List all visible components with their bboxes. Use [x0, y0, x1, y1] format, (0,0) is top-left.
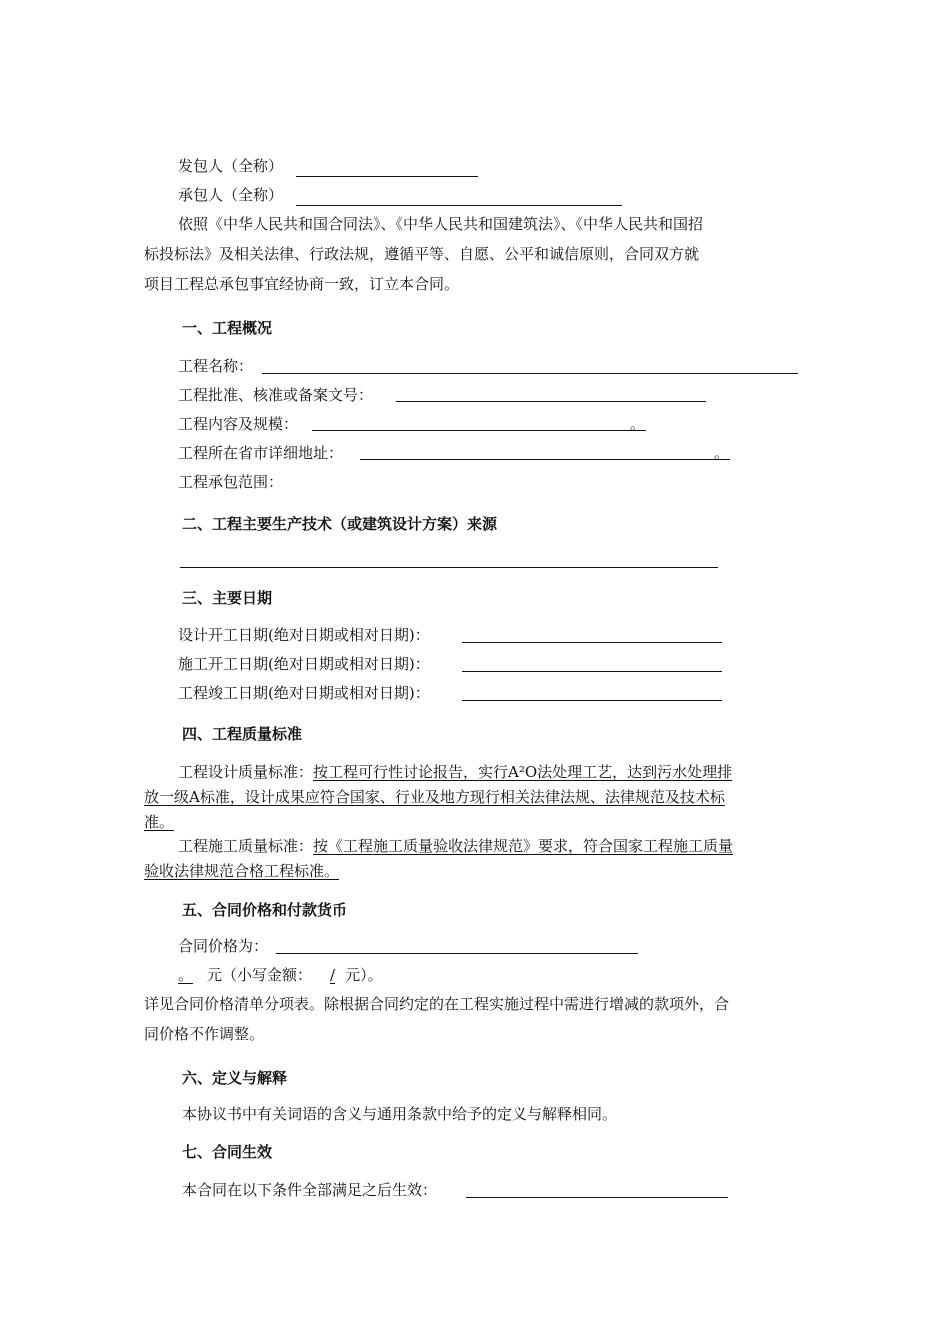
- amount-figure[interactable]: /: [330, 966, 336, 984]
- technology-source-field[interactable]: [180, 567, 718, 568]
- contract-scope-label: 工程承包范围：: [178, 473, 284, 491]
- effective-condition-field[interactable]: [466, 1197, 728, 1198]
- construction-quality-label: 工程施工质量标准：: [178, 837, 314, 855]
- section-3-title: 三、主要日期: [182, 589, 273, 607]
- project-address-end: 。: [714, 444, 730, 462]
- construction-start-field[interactable]: [462, 671, 722, 672]
- design-start-label: 设计开工日期(绝对日期或相对日期)：: [178, 626, 430, 644]
- design-start-field[interactable]: [462, 642, 722, 643]
- intro-line-2: 标投标法》及相关法律、行政法规，遵循平等、自愿、公平和诚信原则，合同双方就: [144, 245, 700, 263]
- price-note-line-1: 详见合同价格清单分项表。除根据合同约定的在工程实施过程中需进行增减的款项外，合: [144, 995, 730, 1013]
- section-2-title: 二、工程主要生产技术（或建筑设计方案）来源: [182, 515, 498, 533]
- section-6-title: 六、定义与解释: [182, 1069, 288, 1087]
- project-address-field[interactable]: [360, 459, 730, 460]
- price-note-line-2: 同价格不作调整。: [144, 1025, 265, 1043]
- construction-start-label: 施工开工日期(绝对日期或相对日期)：: [178, 655, 430, 673]
- employer-name-field[interactable]: [296, 176, 478, 177]
- amount-yuan-label: 元（小写金额：: [207, 966, 313, 984]
- contract-price-label: 合同价格为：: [178, 937, 269, 955]
- section-1-title: 一、工程概况: [182, 319, 273, 337]
- design-quality-label: 工程设计质量标准：: [178, 763, 314, 781]
- contract-price-field[interactable]: [276, 953, 638, 954]
- project-content-end: 。: [630, 415, 646, 433]
- completion-date-field[interactable]: [462, 700, 722, 701]
- design-quality-row: [178, 762, 732, 782]
- completion-date-label: 工程竣工日期(绝对日期或相对日期)：: [178, 684, 430, 702]
- contractor-name-field[interactable]: [296, 205, 622, 206]
- approval-number-field[interactable]: [396, 401, 706, 402]
- design-quality-text-2: 放一级A标准，设计成果应符合国家、行业及地方现行相关法律法规、法律规范及技术标: [144, 788, 725, 806]
- amount-suffix: 元）。: [345, 966, 383, 984]
- project-name-label: 工程名称：: [178, 357, 254, 375]
- project-content-label: 工程内容及规模：: [178, 415, 299, 433]
- construction-quality-text-2: 验收法律规范合格工程标准。: [144, 862, 340, 880]
- construction-quality-text-1: 按《工程施工质量验收法律规范》要求，符合国家工程施工质量: [313, 837, 734, 855]
- project-address-label: 工程所在省市详细地址：: [178, 444, 344, 462]
- design-quality-text-1: 按工程可行性讨论报告，实行A²O法处理工艺，达到污水处理排: [313, 763, 733, 781]
- effective-condition-label: 本合同在以下条件全部满足之后生效：: [182, 1181, 438, 1199]
- amount-row: [178, 965, 383, 985]
- intro-line-3: 项目工程总承包事宜经协商一致，订立本合同。: [144, 275, 460, 293]
- project-content-field[interactable]: [312, 430, 646, 431]
- definitions-text: 本协议书中有关词语的含义与通用条款中给予的定义与解释相同。: [182, 1105, 618, 1123]
- project-name-field[interactable]: [262, 373, 798, 374]
- intro-line-1: 依照《中华人民共和国合同法》、《中华人民共和国建筑法》、《中华人民共和国招: [178, 215, 704, 233]
- design-quality-text-3: 准。: [144, 813, 175, 831]
- section-4-title: 四、工程质量标准: [182, 725, 303, 743]
- amount-prefix: 。: [178, 966, 194, 984]
- employer-label: 发包人（全称）: [178, 157, 284, 175]
- section-5-title: 五、合同价格和付款货币: [182, 901, 348, 919]
- construction-quality-row: [178, 836, 733, 856]
- contractor-label: 承包人（全称）: [178, 186, 284, 204]
- approval-number-label: 工程批准、核准或备案文号：: [178, 386, 374, 404]
- section-7-title: 七、合同生效: [182, 1143, 273, 1161]
